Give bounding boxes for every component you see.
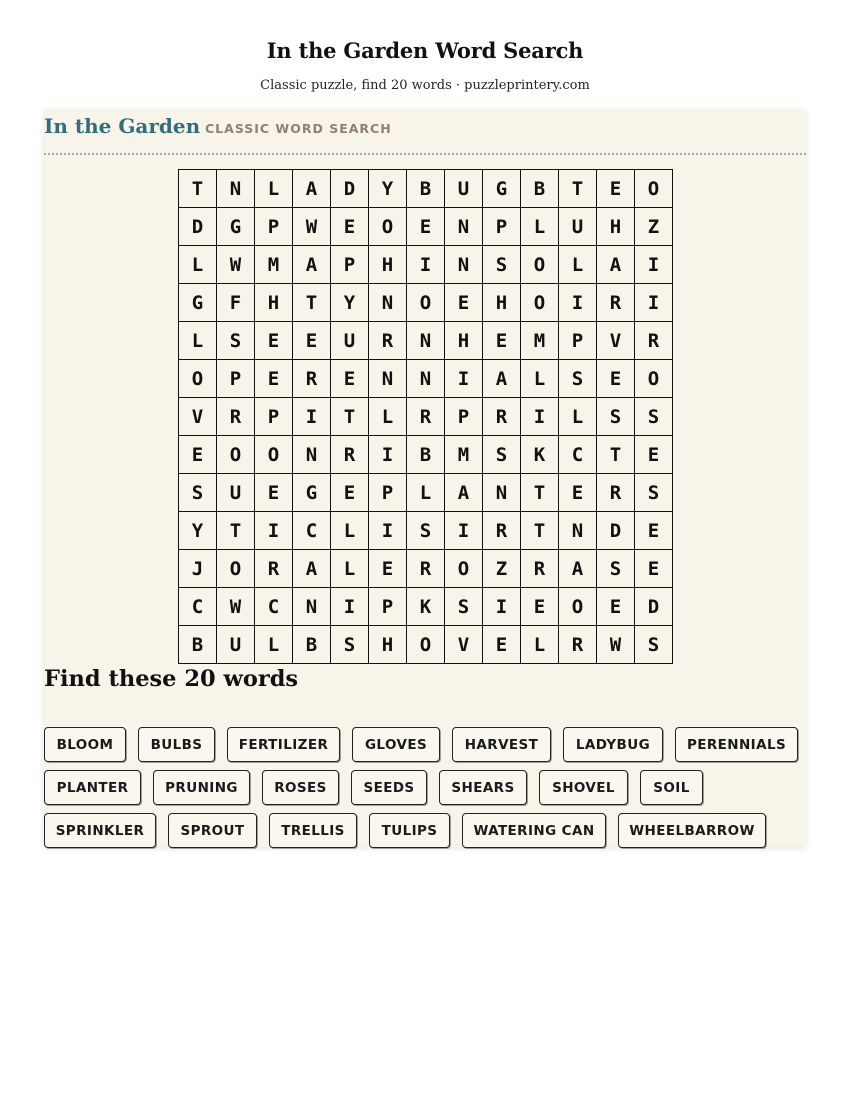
word-chip-shears[interactable]: SHEARS bbox=[439, 770, 527, 805]
word-chip-soil[interactable]: SOIL bbox=[640, 770, 703, 805]
grid-cell[interactable]: E bbox=[407, 208, 445, 246]
grid-cell[interactable]: P bbox=[255, 208, 293, 246]
word-list-row-1 bbox=[44, 727, 798, 762]
grid-cell[interactable]: Z bbox=[635, 208, 673, 246]
grid-cell[interactable]: G bbox=[179, 284, 217, 322]
grid-cell[interactable]: P bbox=[217, 360, 255, 398]
grid-cell[interactable]: S bbox=[635, 474, 673, 512]
grid-cell[interactable]: O bbox=[407, 284, 445, 322]
grid-cell[interactable]: L bbox=[331, 512, 369, 550]
grid-cell[interactable]: N bbox=[445, 208, 483, 246]
word-chip-planter[interactable]: PLANTER bbox=[44, 770, 141, 805]
grid-cell[interactable]: S bbox=[445, 588, 483, 626]
grid-cell[interactable]: L bbox=[331, 550, 369, 588]
grid-cell[interactable]: A bbox=[483, 360, 521, 398]
grid-cell[interactable]: A bbox=[293, 170, 331, 208]
word-chip-watering-can[interactable]: WATERING CAN bbox=[462, 813, 606, 848]
grid-cell[interactable]: N bbox=[293, 436, 331, 474]
grid-cell[interactable]: L bbox=[255, 626, 293, 664]
grid-cell[interactable]: E bbox=[179, 436, 217, 474]
grid-cell[interactable]: E bbox=[635, 436, 673, 474]
grid-cell[interactable]: S bbox=[331, 626, 369, 664]
word-chip-shovel[interactable]: SHOVEL bbox=[539, 770, 628, 805]
grid-cell[interactable]: L bbox=[521, 208, 559, 246]
page-title: In the Garden Word Search bbox=[266, 38, 584, 63]
grid-cell[interactable]: E bbox=[597, 588, 635, 626]
grid-cell[interactable]: E bbox=[635, 550, 673, 588]
grid-cell[interactable]: N bbox=[369, 284, 407, 322]
grid-cell[interactable]: G bbox=[293, 474, 331, 512]
grid-cell[interactable]: T bbox=[331, 398, 369, 436]
grid-cell[interactable]: E bbox=[331, 208, 369, 246]
grid-cell[interactable]: E bbox=[483, 322, 521, 360]
puzzle-card bbox=[44, 110, 806, 847]
grid-cell[interactable]: I bbox=[559, 284, 597, 322]
grid-cell[interactable]: U bbox=[331, 322, 369, 360]
grid-cell[interactable]: R bbox=[559, 626, 597, 664]
grid-cell[interactable]: B bbox=[407, 436, 445, 474]
grid-cell[interactable]: T bbox=[179, 170, 217, 208]
grid-cell[interactable]: B bbox=[293, 626, 331, 664]
grid-cell[interactable]: S bbox=[635, 626, 673, 664]
grid-cell[interactable]: K bbox=[407, 588, 445, 626]
grid-cell[interactable]: D bbox=[179, 208, 217, 246]
grid-cell[interactable]: N bbox=[407, 360, 445, 398]
grid-cell[interactable]: N bbox=[407, 322, 445, 360]
grid-cell[interactable]: E bbox=[293, 322, 331, 360]
grid-cell[interactable]: O bbox=[255, 436, 293, 474]
grid-cell[interactable]: E bbox=[597, 170, 635, 208]
grid-cell[interactable]: L bbox=[559, 246, 597, 284]
grid-cell[interactable]: G bbox=[217, 208, 255, 246]
word-chip-seeds[interactable]: SEEDS bbox=[351, 770, 427, 805]
grid-cell[interactable]: H bbox=[445, 322, 483, 360]
grid-cell[interactable]: J bbox=[179, 550, 217, 588]
grid-cell[interactable]: T bbox=[559, 170, 597, 208]
grid-cell[interactable]: A bbox=[597, 246, 635, 284]
grid-cell[interactable]: I bbox=[521, 398, 559, 436]
grid-cell[interactable]: C bbox=[179, 588, 217, 626]
grid-cell[interactable]: P bbox=[369, 588, 407, 626]
grid-cell[interactable]: L bbox=[521, 626, 559, 664]
grid-cell[interactable]: S bbox=[597, 398, 635, 436]
grid-cell[interactable]: P bbox=[331, 246, 369, 284]
grid-cell[interactable]: O bbox=[217, 550, 255, 588]
grid-cell[interactable]: E bbox=[597, 360, 635, 398]
grid-cell[interactable]: B bbox=[179, 626, 217, 664]
grid-cell[interactable]: S bbox=[559, 360, 597, 398]
word-chip-harvest[interactable]: HARVEST bbox=[452, 727, 551, 762]
word-list-row-3 bbox=[44, 813, 766, 848]
grid-cell[interactable]: I bbox=[635, 246, 673, 284]
grid-cell[interactable]: R bbox=[483, 512, 521, 550]
grid-cell[interactable]: T bbox=[597, 436, 635, 474]
grid-cell[interactable]: S bbox=[635, 398, 673, 436]
grid-cell[interactable]: L bbox=[255, 170, 293, 208]
card-kicker: CLASSIC WORD SEARCH bbox=[205, 121, 392, 136]
grid-cell[interactable]: H bbox=[483, 284, 521, 322]
grid-cell[interactable]: W bbox=[597, 626, 635, 664]
word-chip-ladybug[interactable]: LADYBUG bbox=[563, 727, 663, 762]
grid-cell[interactable]: D bbox=[635, 588, 673, 626]
word-list-heading: Find these 20 words bbox=[44, 666, 299, 692]
grid-cell[interactable]: P bbox=[369, 474, 407, 512]
grid-cell[interactable]: S bbox=[597, 550, 635, 588]
grid-cell[interactable]: E bbox=[521, 588, 559, 626]
grid-cell[interactable]: B bbox=[521, 170, 559, 208]
grid-cell[interactable]: I bbox=[445, 360, 483, 398]
grid-cell[interactable]: C bbox=[559, 436, 597, 474]
grid-cell[interactable]: C bbox=[255, 588, 293, 626]
grid-cell[interactable]: M bbox=[255, 246, 293, 284]
letter-grid bbox=[178, 169, 673, 664]
grid-cell[interactable]: W bbox=[217, 246, 255, 284]
grid-cell[interactable]: M bbox=[445, 436, 483, 474]
grid-cell[interactable]: P bbox=[483, 208, 521, 246]
grid-cell[interactable]: L bbox=[521, 360, 559, 398]
page-subtitle: Classic puzzle, find 20 words · puzzleprintery.com bbox=[260, 78, 590, 93]
grid-cell[interactable]: D bbox=[597, 512, 635, 550]
grid-cell[interactable]: W bbox=[293, 208, 331, 246]
grid-cell[interactable]: A bbox=[445, 474, 483, 512]
grid-cell[interactable]: O bbox=[559, 588, 597, 626]
grid-cell[interactable]: E bbox=[483, 626, 521, 664]
grid-cell[interactable]: S bbox=[217, 322, 255, 360]
grid-cell[interactable]: R bbox=[407, 398, 445, 436]
grid-cell[interactable]: N bbox=[445, 246, 483, 284]
grid-cell[interactable]: R bbox=[293, 360, 331, 398]
grid-cell[interactable]: R bbox=[521, 550, 559, 588]
grid-cell[interactable]: B bbox=[407, 170, 445, 208]
grid-cell[interactable]: O bbox=[217, 436, 255, 474]
grid-cell[interactable]: H bbox=[597, 208, 635, 246]
grid-cell[interactable]: I bbox=[483, 588, 521, 626]
grid-cell[interactable]: E bbox=[445, 284, 483, 322]
grid-cell[interactable]: A bbox=[559, 550, 597, 588]
grid-cell[interactable]: N bbox=[293, 588, 331, 626]
grid-cell[interactable]: N bbox=[369, 360, 407, 398]
grid-cell[interactable]: N bbox=[559, 512, 597, 550]
grid-cell[interactable]: I bbox=[445, 512, 483, 550]
grid-cell[interactable]: T bbox=[521, 512, 559, 550]
grid-cell[interactable]: O bbox=[521, 284, 559, 322]
grid-cell[interactable]: L bbox=[407, 474, 445, 512]
grid-cell[interactable]: H bbox=[369, 246, 407, 284]
grid-cell[interactable]: D bbox=[331, 170, 369, 208]
grid-cell[interactable]: H bbox=[255, 284, 293, 322]
grid-cell[interactable]: G bbox=[483, 170, 521, 208]
grid-cell[interactable]: O bbox=[369, 208, 407, 246]
grid-cell[interactable]: Y bbox=[179, 512, 217, 550]
grid-cell[interactable]: T bbox=[521, 474, 559, 512]
grid-cell[interactable]: R bbox=[331, 436, 369, 474]
grid-cell[interactable]: I bbox=[255, 512, 293, 550]
grid-cell[interactable]: E bbox=[559, 474, 597, 512]
grid-cell[interactable]: L bbox=[559, 398, 597, 436]
grid-cell[interactable]: A bbox=[293, 550, 331, 588]
grid-cell[interactable]: U bbox=[217, 626, 255, 664]
word-chip-fertilizer[interactable]: FERTILIZER bbox=[227, 727, 340, 762]
word-chip-pruning[interactable]: PRUNING bbox=[153, 770, 250, 805]
grid-cell[interactable]: R bbox=[635, 322, 673, 360]
grid-cell[interactable]: S bbox=[483, 246, 521, 284]
grid-cell[interactable]: E bbox=[369, 550, 407, 588]
grid-cell[interactable]: Y bbox=[369, 170, 407, 208]
grid-cell[interactable]: T bbox=[293, 284, 331, 322]
grid-cell[interactable]: I bbox=[369, 512, 407, 550]
grid-cell[interactable]: R bbox=[407, 550, 445, 588]
word-chip-perennials[interactable]: PERENNIALS bbox=[675, 727, 798, 762]
grid-cell[interactable]: E bbox=[635, 512, 673, 550]
grid-cell[interactable]: E bbox=[255, 360, 293, 398]
grid-cell[interactable]: S bbox=[179, 474, 217, 512]
grid-cell[interactable]: U bbox=[445, 170, 483, 208]
grid-cell[interactable]: A bbox=[293, 246, 331, 284]
grid-cell[interactable]: I bbox=[369, 436, 407, 474]
grid-cell[interactable]: Z bbox=[483, 550, 521, 588]
word-chip-bloom[interactable]: BLOOM bbox=[44, 727, 126, 762]
grid-cell[interactable]: N bbox=[483, 474, 521, 512]
grid-cell[interactable]: E bbox=[331, 360, 369, 398]
card-header bbox=[44, 110, 806, 155]
grid-cell[interactable]: W bbox=[217, 588, 255, 626]
grid-cell[interactable]: R bbox=[255, 550, 293, 588]
word-chip-sprout[interactable]: SPROUT bbox=[168, 813, 257, 848]
grid-cell[interactable]: H bbox=[369, 626, 407, 664]
word-chip-roses[interactable]: ROSES bbox=[262, 770, 339, 805]
grid-cell[interactable]: O bbox=[407, 626, 445, 664]
word-chip-wheelbarrow[interactable]: WHEELBARROW bbox=[618, 813, 766, 848]
grid-cell[interactable]: O bbox=[635, 360, 673, 398]
grid-cell[interactable]: P bbox=[255, 398, 293, 436]
grid-cell[interactable]: V bbox=[179, 398, 217, 436]
grid-cell[interactable]: M bbox=[521, 322, 559, 360]
grid-cell[interactable]: S bbox=[483, 436, 521, 474]
grid-cell[interactable]: I bbox=[635, 284, 673, 322]
word-list-row-2 bbox=[44, 770, 703, 805]
grid-cell[interactable]: L bbox=[179, 246, 217, 284]
grid-cell[interactable]: O bbox=[179, 360, 217, 398]
grid-cell[interactable]: E bbox=[255, 474, 293, 512]
grid-cell[interactable]: Y bbox=[331, 284, 369, 322]
grid-cell[interactable]: U bbox=[217, 474, 255, 512]
grid-cell[interactable]: K bbox=[521, 436, 559, 474]
grid-cell[interactable]: I bbox=[331, 588, 369, 626]
grid-cell[interactable]: U bbox=[559, 208, 597, 246]
grid-cell[interactable]: S bbox=[407, 512, 445, 550]
grid-cell[interactable]: L bbox=[369, 398, 407, 436]
grid-cell[interactable]: C bbox=[293, 512, 331, 550]
grid-cell[interactable]: P bbox=[445, 398, 483, 436]
grid-cell[interactable]: R bbox=[483, 398, 521, 436]
grid-cell[interactable]: R bbox=[217, 398, 255, 436]
word-chip-trellis[interactable]: TRELLIS bbox=[269, 813, 357, 848]
grid-cell[interactable]: I bbox=[293, 398, 331, 436]
grid-cell[interactable]: O bbox=[635, 170, 673, 208]
word-chip-sprinkler[interactable]: SPRINKLER bbox=[44, 813, 156, 848]
grid-cell[interactable]: F bbox=[217, 284, 255, 322]
grid-cell[interactable]: L bbox=[179, 322, 217, 360]
grid-cell[interactable]: O bbox=[445, 550, 483, 588]
word-chip-gloves[interactable]: GLOVES bbox=[352, 727, 440, 762]
grid-cell[interactable]: E bbox=[331, 474, 369, 512]
word-chip-tulips[interactable]: TULIPS bbox=[369, 813, 450, 848]
grid-cell[interactable]: R bbox=[597, 284, 635, 322]
grid-cell[interactable]: N bbox=[217, 170, 255, 208]
card-title: In the Garden bbox=[44, 114, 201, 138]
grid-cell[interactable]: V bbox=[445, 626, 483, 664]
grid-cell[interactable]: O bbox=[521, 246, 559, 284]
grid-cell[interactable]: I bbox=[407, 246, 445, 284]
grid-cell[interactable]: R bbox=[597, 474, 635, 512]
grid-cell[interactable]: T bbox=[217, 512, 255, 550]
word-chip-bulbs[interactable]: BULBS bbox=[138, 727, 215, 762]
grid-cell[interactable]: E bbox=[255, 322, 293, 360]
grid-cell[interactable]: V bbox=[597, 322, 635, 360]
grid-cell[interactable]: R bbox=[369, 322, 407, 360]
grid-cell[interactable]: P bbox=[559, 322, 597, 360]
